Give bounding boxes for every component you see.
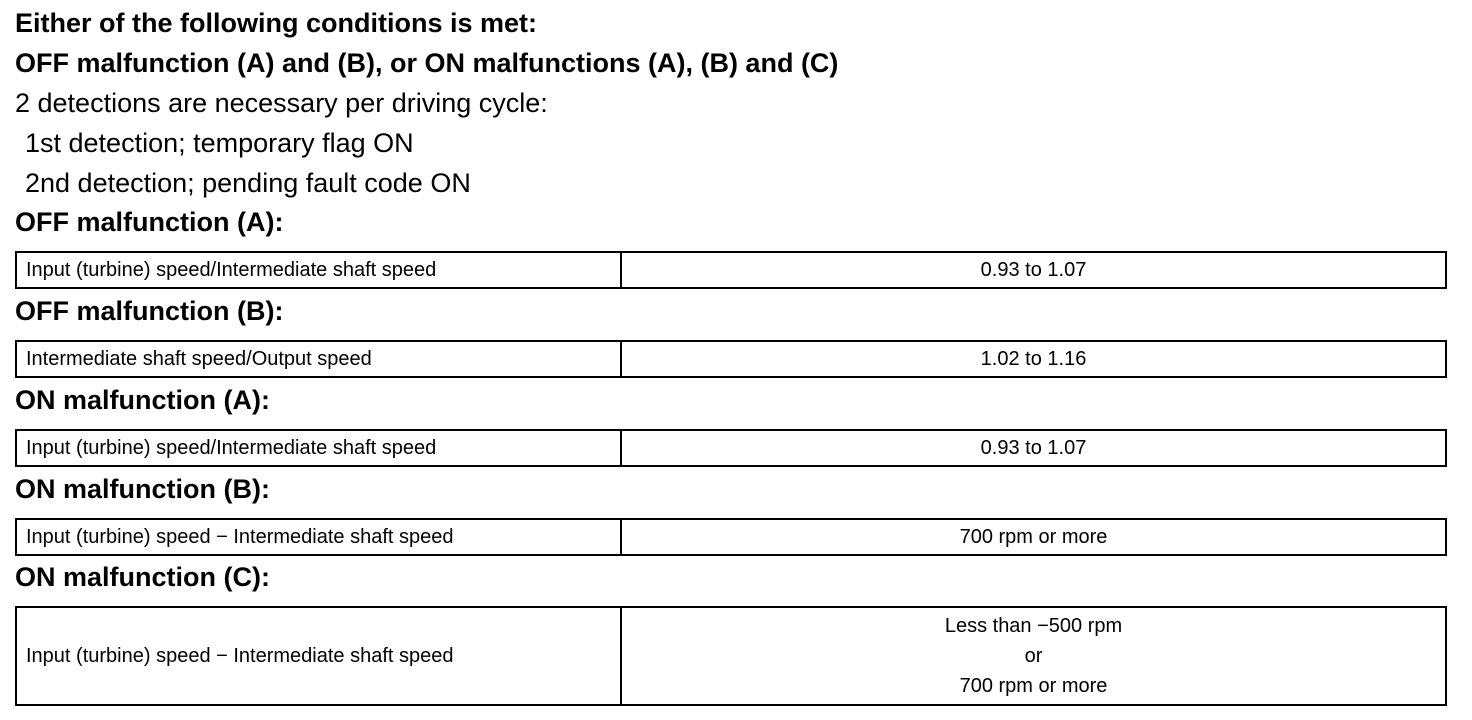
first-detection-text: 1st detection; temporary flag ON [25,128,414,158]
on-malfunction-b-table [15,518,1447,556]
parameter-cell: Input (turbine) speed − Intermediate shaft speed [16,519,621,555]
on-malfunction-c-title: ON malfunction (C): [15,562,270,592]
parameter-cell: Input (turbine) speed − Intermediate shaft speed [16,607,621,705]
table-row [16,519,1446,555]
value-cell [621,607,1446,705]
conditions-heading: Either of the following conditions is met: [15,8,537,38]
table-row [16,341,1446,377]
value-line: 700 rpm or more [959,675,1108,697]
on-malfunction-a-table [15,429,1447,467]
value-cell: 1.02 to 1.16 [621,341,1446,377]
off-malfunction-b-table [15,340,1447,378]
off-malfunction-a-table [15,251,1447,289]
on-malfunction-c-table [15,606,1447,706]
table-row [16,252,1446,288]
table-row [16,430,1446,466]
table-row [16,607,1446,705]
second-detection-text: 2nd detection; pending fault code ON [25,168,471,198]
off-malfunction-b-title: OFF malfunction (B): [15,296,284,326]
parameter-cell: Input (turbine) speed/Intermediate shaft speed [16,430,621,466]
value-cell: 0.93 to 1.07 [621,252,1446,288]
on-malfunction-a-title: ON malfunction (A): [15,385,270,415]
value-cell: 0.93 to 1.07 [621,430,1446,466]
parameter-cell: Input (turbine) speed/Intermediate shaft speed [16,252,621,288]
malfunction-summary-heading: OFF malfunction (A) and (B), or ON malfunctions (A), (B) and (C) [15,48,839,78]
value-cell: 700 rpm or more [621,519,1446,555]
on-malfunction-b-title: ON malfunction (B): [15,474,270,504]
off-malfunction-a-title: OFF malfunction (A): [15,207,284,237]
value-line: or [1024,645,1043,667]
detection-requirement-text: 2 detections are necessary per driving cycle: [15,88,548,118]
value-line: Less than −500 rpm [944,615,1123,637]
parameter-cell: Intermediate shaft speed/Output speed [16,341,621,377]
